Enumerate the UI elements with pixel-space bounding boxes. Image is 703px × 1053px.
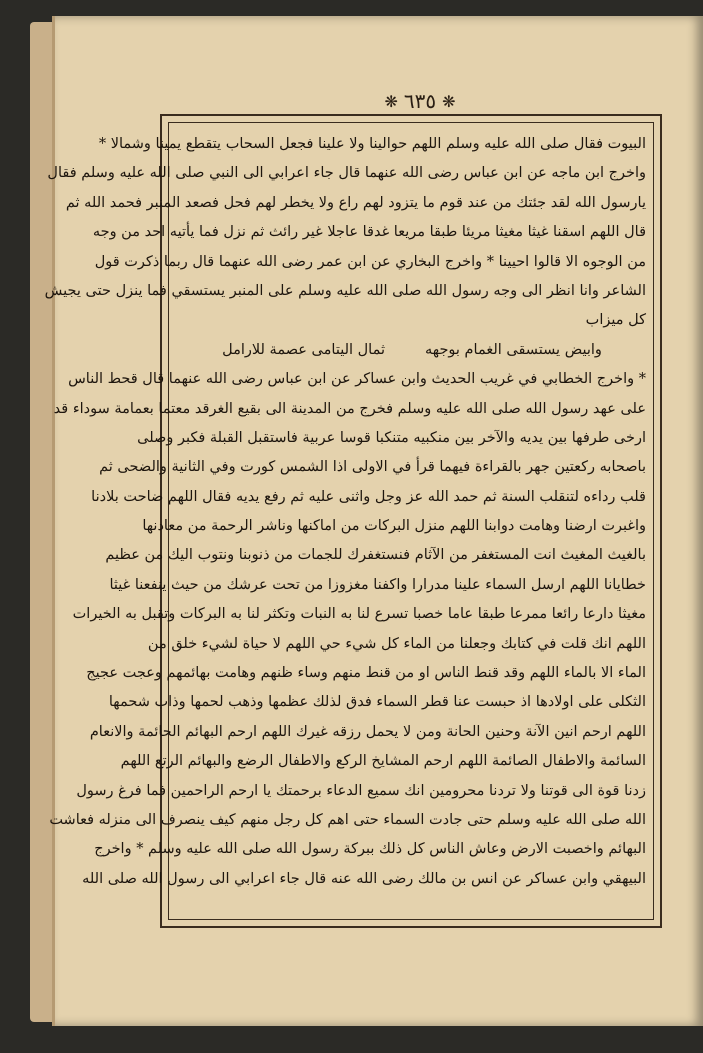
text-line: اللهم ارحم انين الآنة وحنين الحانة ومن لا يحمل رزقه غيرك اللهم ارحم البهائم الحائمة والانعام — [89, 723, 646, 740]
text-line: بالغيث المغيث انت المستغفر من الآثام فنستغفرك للجمات من ذنوبنا ونتوب اليك من عظيم — [105, 547, 646, 564]
page-number-header — [375, 88, 465, 114]
text-line: مغيثا دارعا رائعا ممرعا طبقا عاما خصبا تسرع لنا به النبات وتكثر لنا به البركات وتقبل به الخيرات — [72, 606, 646, 623]
text-frame — [44, 114, 662, 928]
text-line: الشاعر وانا انظر الى وجه رسول الله صلى الله عليه وسلم على المنبر يستسقي فما ينزل حتى يجيش — [44, 282, 646, 299]
text-line: البيوت فقال صلى الله عليه وسلم اللهم حوالينا ولا علينا فجعل السحاب يتقطع يمينا وشمالا * — [98, 136, 646, 152]
main-text — [44, 130, 646, 894]
poem-verse — [178, 336, 646, 365]
text-line: يارسول الله لقد جئتك من عند قوم ما يتزود لهم راع ولا يخطر لهم فحل فصعد المنبر فحمد الله ثم — [65, 194, 646, 211]
text-line: من الوجوه الا قالوا احيينا * واخرج البخاري عن ابن عمر رضى الله عنهما قال ربما ذكرت قول — [94, 253, 646, 270]
text-line: السائمة والاطفال الصائمة اللهم ارحم المشايخ الركع والاطفال الرضع والبهائم الرتع اللهم — [120, 753, 646, 770]
text-line: الثكلى على اولادها اذ حبست عنا قطر السماء فدق لذلك عظمها وذهب لحمها وذاب شحمها — [108, 694, 646, 711]
text-line: زدنا قوة الى قوتنا ولا تردنا محرومين انك سميع الدعاء برحمتك يا ارحم الراحمين فما فرغ رسول — [76, 782, 646, 799]
page-number: ٦٣٥ — [403, 89, 437, 113]
text-line: الماء الا بالماء اللهم وقد قنط الناس او من قنط منهم وساء ظنهم وهامت بهائمهم وعجت عجيج — [86, 665, 646, 682]
ornament-left-icon: ❋ — [442, 91, 456, 111]
text-line: على عهد رسول الله صلى الله عليه وسلم فخرج من المدينة الى بقيع الغرقد معتما بعمامة سوداء قد — [53, 400, 646, 417]
text-line: الله صلى الله عليه وسلم حتى جادت السماء حتى اهم كل رجل منهم كيف ينصرف الى منزله فعاشت — [49, 811, 646, 828]
text-line: واغبرت ارضنا وهامت دوابنا اللهم منزل البركات من اماكنها وناشر الرحمة من معادنها — [142, 518, 646, 535]
text-line: البهائم واخصبت الارض وعاش الناس كل ذلك ببركة رسول الله صلى الله عليه وسلم * واخرج — [94, 841, 646, 858]
text-line: قلب رداءه لتنقلب السنة ثم حمد الله عز وجل واثنى عليه ثم رفع يديه فقال اللهم ضاحت بلادنا — [91, 488, 646, 505]
text-line: واخرج ابن ماجه عن ابن عباس رضى الله عنهما قال جاء اعرابي الى النبي صلى الله عليه وسلم فقال — [47, 165, 646, 182]
text-line: باصحابه ركعتين جهر بالقراءة فيهما قرأ في الاولى اذا الشمس كورت وفي الثانية والضحى ثم — [99, 459, 646, 476]
ornament-right-icon: ❋ — [384, 91, 398, 111]
poem-hemistich-first: وابيض يستسقى الغمام بوجهه — [425, 341, 602, 358]
text-line: خطايانا اللهم ارسل السماء علينا مدرارا واكفنا مغزوزا من تحت عرشك من حيث ينفعنا غيثا — [109, 576, 646, 593]
text-line: * واخرج الخطابي في غريب الحديث وابن عساكر عن ابن عباس رضى الله عنهما قال قحط الناس — [68, 371, 646, 388]
text-line: البيهقي وابن عساكر عن انس بن مالك رضى الله عنه قال جاء اعرابي الى رسول الله صلى الله — [82, 870, 646, 887]
poem-hemistich-second: ثمال اليتامى عصمة للارامل — [222, 341, 385, 358]
text-line: كل ميزاب — [585, 312, 646, 329]
text-line: ارخى طرفها بين يديه والآخر بين منكبيه متنكبا قوسا عربية فاستقبل القبلة فكبر وصلى — [137, 429, 646, 446]
text-line: اللهم انك قلت في كتابك وجعلنا من الماء كل شيء حي اللهم لا حياة لشيء خلق من — [147, 635, 646, 652]
text-line: قال اللهم اسقنا غيثا مغيثا مريئا طبقا مريعا غدقا عاجلا غير رائث ثم نزل فما يأتيه احد من وجه — [92, 224, 646, 241]
